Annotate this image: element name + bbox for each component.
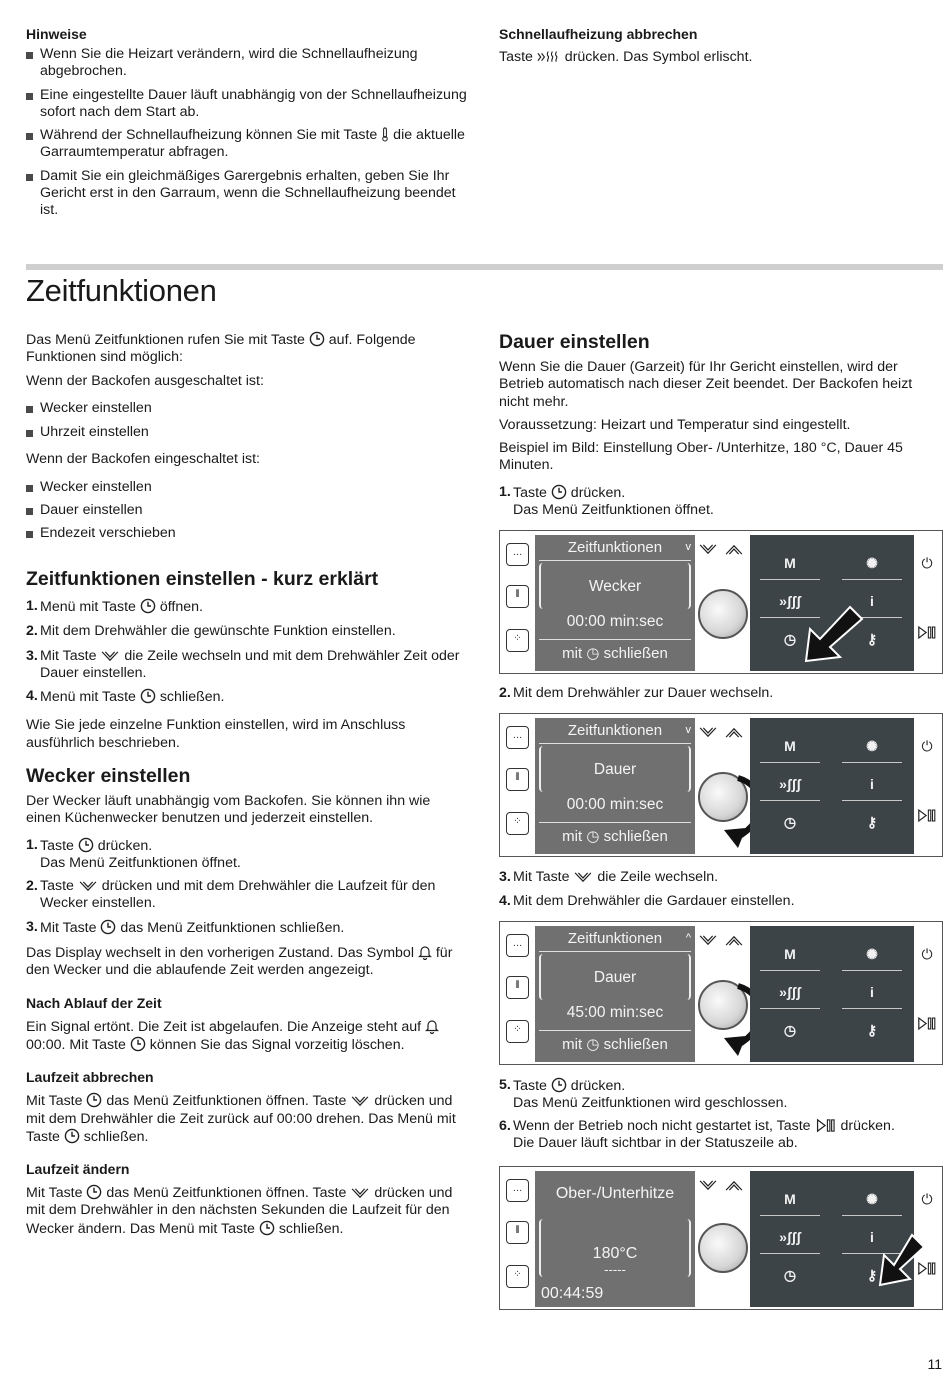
display-time: 00:00 min:sec [566,613,664,630]
schnell-text: Taste drücken. Das Symbol erlischt. [499,49,753,65]
oven-display [535,718,695,854]
kurz-step-3: 3. Mit Taste die Zeile wechseln und mit dem Drehwähler Zeit oder Dauer einstellen. [26,647,460,681]
menu-button[interactable]: M [784,946,796,962]
dauer-step-1: 1. Taste drücken. Das Menü Zeitfunktionen öffnet. [499,483,714,519]
chevron-down-icon [698,543,718,556]
oven-panel-1 [499,530,943,674]
menu-button[interactable]: M [784,1191,796,1207]
fast-heat-button[interactable]: »ʃʃʃ [779,776,801,792]
dauer-voraus: Voraussetzung: Heizart und Temperatur sind eingestellt. [499,416,851,433]
clock-icon [100,919,116,935]
display-time: 45:00 min:sec [566,1004,664,1021]
clock-icon [78,837,94,853]
wecker-step-2: 2. Taste drücken und mit dem Drehwähler die Laufzeit für den Wecker einstellen. [26,878,436,912]
button-divider [760,579,820,580]
display-header: Zeitfunktionen [567,722,663,739]
power-button[interactable]: ⏻ [921,1191,933,1207]
display-function: Dauer [593,761,637,778]
start-pause-icon [815,1118,837,1133]
schnell-title: Schnellaufheizung abbrechen [499,26,698,42]
bell-icon [425,1018,439,1034]
clock-icon [64,1128,80,1144]
dots-button[interactable]: … [506,1179,529,1202]
menu-button[interactable]: M [784,555,796,571]
utensils-button[interactable]: ⫴ [506,585,529,608]
menu-button[interactable]: M [784,738,796,754]
hinweise-block [26,26,468,220]
wecker-step-1: 1. Taste drücken. Das Menü Zeitfunktionen öffnet. [26,836,241,871]
child-lock-button[interactable]: ⚷ [866,1022,878,1038]
scroll-indicator: v [685,541,691,553]
info-button[interactable]: i [870,984,874,1000]
wecker-after: Das Display wechselt in den vorherigen Zustand. Das Symbol für den Wecker und die ablaufende Zeit werden angezeigt. [26,945,453,979]
rotary-selector[interactable] [698,589,748,639]
dots-button[interactable]: … [506,726,529,749]
rotary-selector[interactable] [698,1223,748,1273]
off-label: Wenn der Backofen ausgeschaltet ist: [26,372,264,389]
off-item-1: Wecker einstellen [26,400,468,417]
power-button[interactable]: ⏻ [921,946,933,962]
dauer-step-3: 3. Mit Taste die Zeile wechseln. [499,869,719,885]
hinweis-item-2: Eine eingestellte Dauer läuft unabhängig von der Schnellaufheizung sofort nach dem Start ab. [26,87,468,122]
chevron-down-icon [698,1179,718,1192]
child-lock-button[interactable]: ⚷ [866,814,878,830]
clock-icon [86,1184,102,1200]
schnell-block [499,26,941,66]
oven-display [535,926,695,1062]
time-functions-button[interactable]: ◷ [783,1267,797,1283]
light-button[interactable]: ✺ [866,738,878,754]
line-switch-buttons[interactable] [696,543,748,559]
start-pause-icon [917,625,937,640]
kurz-title: Zeitfunktionen einstellen - kurz erklärt [26,568,379,590]
info-button[interactable]: i [870,1229,874,1245]
fast-heat-icon [537,50,561,64]
page-number: 11 [927,1356,942,1372]
display-footer: mit ◷ schließen [562,645,668,662]
grid-button[interactable]: ⁘ [506,1020,529,1043]
chevron-down-icon [100,650,120,663]
hinweis-item-4: Damit Sie ein gleichmäßiges Garergebnis erhalten, geben Sie Ihr Gericht erst in den Garraum, wenn die Schnellaufheizung beendet ist. [26,168,468,220]
touch-button-field [750,718,914,854]
chevron-down-icon [698,726,718,739]
dauer-step-4: 4. Mit dem Drehwähler die Gardauer einstellen. [499,893,795,909]
bell-icon [418,944,432,960]
light-button[interactable]: ✺ [866,946,878,962]
fast-heat-button[interactable]: »ʃʃʃ [779,1229,801,1245]
light-button[interactable]: ✺ [866,555,878,571]
off-item-2: Uhrzeit einstellen [26,424,468,441]
oven-display [535,1171,695,1307]
grid-button[interactable]: ⁘ [506,1265,529,1288]
scroll-indicator: v [685,724,691,736]
display-function: Wecker [588,578,642,595]
chevron-up-icon [724,543,744,556]
ablauf-text: Ein Signal ertönt. Die Zeit ist abgelaufen. Die Anzeige steht auf 00:00. Mit Taste können Sie das Signal vorzeitig löschen. [26,1018,468,1055]
oven-display [535,535,695,671]
start-pause-button[interactable] [916,808,938,828]
button-divider [760,800,820,801]
aendern-title: Laufzeit ändern [26,1161,130,1178]
time-functions-button[interactable]: ◷ [783,1022,797,1038]
touch-button-field [750,926,914,1062]
pointer-arrow-icon [800,599,870,669]
dauer-step-5: 5. Taste drücken. Das Menü Zeitfunktionen wird geschlossen. [499,1077,788,1112]
abbrechen-title: Laufzeit abbrechen [26,1069,154,1086]
info-button[interactable]: i [870,593,874,609]
dots-button[interactable]: … [506,543,529,566]
display-separator [539,822,691,823]
clock-icon [140,598,156,614]
clock-icon [309,331,325,347]
hinweise-title: Hinweise [26,26,87,42]
kurz-step-1: 1. Menü mit Taste öffnen. [26,598,203,615]
intro-block [26,331,468,543]
button-divider [842,1215,902,1216]
display-separator [539,560,691,561]
aendern-text: Mit Taste das Menü Zeitfunktionen öffnen. Taste drücken und mit dem Drehwähler in den nächsten Sekunden die Laufzeit für den Wecker ändern. Das Menü mit Taste schließen. [26,1185,453,1237]
intro-text: Das Menü Zeitfunktionen rufen Sie mit Taste auf. Folgende Funktionen sind möglich: [26,332,416,366]
abbrechen-text: Mit Taste das Menü Zeitfunktionen öffnen. Taste drücken und mit dem Drehwähler die Zeit zurück auf 00:00 drehen. Das Menü mit Taste schließen. [26,1093,456,1145]
on-item-3: Endezeit verschieben [26,525,468,542]
oven-panel-2 [499,713,943,857]
display-separator [539,1030,691,1031]
kurz-step-2: 2. Mit dem Drehwähler die gewünschte Funktion einstellen. [26,623,396,640]
clock-icon: ◷ [586,645,600,662]
start-pause-icon [917,808,937,823]
grid-button[interactable]: ⁘ [506,812,529,835]
hinweis-item-3: Während der Schnellaufheizung können Sie mit Taste die aktuelle Garraumtemperatur abfragen. [26,127,468,162]
time-functions-button[interactable]: ◷ [783,814,797,830]
display-time: 00:00 min:sec [566,796,664,813]
ablauf-title: Nach Ablauf der Zeit [26,994,162,1011]
child-lock-button[interactable]: ⚷ [866,1267,878,1283]
hinweis-item-1: Wenn Sie die Heizart verändern, wird die Schnellaufheizung abgebrochen. [26,46,468,81]
chevron-down-icon [573,871,593,884]
button-divider [760,762,820,763]
on-label: Wenn der Backofen eingeschaltet ist: [26,451,260,468]
display-temp-dashes: ----- [604,1262,626,1277]
display-separator [539,639,691,640]
info-button[interactable]: i [870,776,874,792]
dauer-step-2: 2. Mit dem Drehwähler zur Dauer wechseln. [499,685,774,701]
chevron-up-icon [724,726,744,739]
button-divider [842,1008,902,1009]
child-lock-button[interactable]: ⚷ [866,631,878,647]
line-switch-buttons[interactable] [696,934,748,950]
power-button[interactable]: ⏻ [921,738,933,754]
display-header: Zeitfunktionen [567,539,663,556]
display-footer: mit ◷ schließen [562,828,668,845]
dauer-beispiel: Beispiel im Bild: Einstellung Ober- /Unterhitze, 180 °C, Dauer 45 Minuten. [499,440,903,474]
kurz-step-4: 4. Menü mit Taste schließen. [26,688,225,706]
clock-icon: ◷ [586,1036,600,1053]
start-pause-button[interactable] [916,625,938,645]
button-divider [760,1215,820,1216]
start-pause-button[interactable] [916,1016,938,1036]
line-switch-buttons[interactable] [696,726,748,742]
power-button[interactable]: ⏻ [921,555,933,571]
dauer-block [499,330,941,519]
time-functions-button[interactable]: ◷ [783,631,797,647]
line-switch-buttons[interactable] [696,1179,748,1195]
display-function: Dauer [593,969,637,986]
dauer-step-6: 6. Wenn der Betrieb noch nicht gestartet ist, Taste drücken. Die Dauer läuft sichtbar in der Statuszeile ab. [499,1118,895,1152]
dots-button[interactable]: … [506,934,529,957]
oven-panel-3 [499,921,943,1065]
button-divider [760,1008,820,1009]
grid-button[interactable]: ⁘ [506,629,529,652]
kurz-after: Wie Sie jede einzelne Funktion einstellen, wird im Anschluss ausführlich beschrieben. [26,717,406,751]
start-pause-icon [917,1261,937,1276]
button-divider [842,762,902,763]
fast-heat-button[interactable]: »ʃʃʃ [779,984,801,1000]
section-title: Zeitfunktionen [26,273,217,308]
display-separator [539,951,691,952]
chevron-down-icon [350,1095,370,1108]
clock-icon [86,1092,102,1108]
display-separator [539,743,691,744]
wecker-block [26,764,468,1238]
display-heating-mode: Ober-/Unterhitze [555,1185,675,1202]
clock-icon [551,1077,567,1093]
wecker-intro: Der Wecker läuft unabhängig vom Backofen. Sie können ihn wie einen Küchenwecker benutzen und jederzeit einstellen. [26,793,431,827]
on-item-2: Dauer einstellen [26,502,468,519]
chevron-down-icon [78,880,98,893]
button-divider [842,970,902,971]
start-pause-icon [917,1016,937,1031]
chevron-up-icon [724,1179,744,1192]
light-button[interactable]: ✺ [866,1191,878,1207]
clock-icon [130,1036,146,1052]
fast-heat-button[interactable]: »ʃʃʃ [779,593,801,609]
dauer-title: Dauer einstellen [499,331,650,353]
chevron-down-icon [350,1187,370,1200]
display-header: Zeitfunktionen [567,930,663,947]
clock-icon: ◷ [586,828,600,845]
utensils-button[interactable]: ⫴ [506,976,529,999]
display-temperature: 180°C [592,1245,638,1262]
oven-panel-4 [499,1166,943,1310]
on-item-1: Wecker einstellen [26,479,468,496]
start-pause-button[interactable] [916,1261,938,1281]
button-divider [760,970,820,971]
clock-icon [140,688,156,704]
wecker-title: Wecker einstellen [26,765,191,787]
section-divider [26,264,943,270]
clock-icon [551,484,567,500]
button-divider [760,1253,820,1254]
dauer-intro: Wenn Sie die Dauer (Garzeit) für Ihr Gericht einstellen, wird der Betrieb automatisch nach dieser Zeit beendet. Der Backofen heizt nicht mehr. [499,359,913,410]
display-footer: mit ◷ schließen [562,1036,668,1053]
utensils-button[interactable]: ⫴ [506,1221,529,1244]
kurz-block [26,567,468,752]
utensils-button[interactable]: ⫴ [506,768,529,791]
scroll-indicator: ^ [685,932,691,944]
button-divider [842,579,902,580]
wecker-step-3: 3. Mit Taste das Menü Zeitfunktionen schließen. [26,918,345,936]
clock-icon [259,1220,275,1236]
chevron-down-icon [698,934,718,947]
display-status-time: 00:44:59 [541,1285,604,1302]
button-divider [842,800,902,801]
chevron-up-icon [724,934,744,947]
